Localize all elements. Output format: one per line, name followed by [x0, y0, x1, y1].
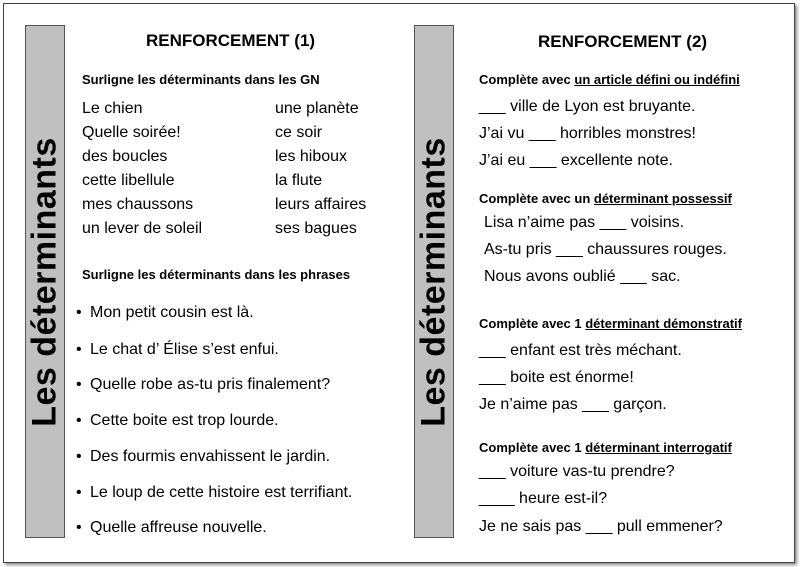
exercise-line: ___ ville de Lyon est bruyante.: [479, 98, 696, 115]
left-band-label: Les déterminants: [25, 136, 64, 427]
exercise-line: ____ heure est-il?: [479, 490, 608, 507]
gn-item: cette libellule: [82, 172, 175, 189]
phrase-item: • Le loup de cette histoire est terrifiant.: [90, 484, 352, 502]
instruction-prefix: Complète avec un: [479, 191, 594, 206]
instruction-prefix: Complète avec 1: [479, 440, 586, 455]
gn-item: ce soir: [275, 124, 323, 141]
worksheet-frame: [3, 3, 795, 563]
instruction-phrases: Surligne les déterminants dans les phrases: [82, 267, 351, 282]
instruction-prefix: Complète avec: [479, 72, 575, 87]
instruction-keyword: déterminant démonstratif: [585, 316, 742, 331]
phrase-item: • Quelle affreuse nouvelle.: [90, 519, 267, 537]
gn-item: les hiboux: [275, 148, 348, 165]
instruction-interrogatif: [479, 440, 732, 455]
exercise-line: J’ai vu ___ horribles monstres!: [479, 125, 696, 142]
right-band-label: Les déterminants: [414, 136, 453, 427]
gn-item: ses bagues: [275, 220, 357, 237]
phrase-item: • Mon petit cousin est là.: [90, 304, 254, 322]
gn-item: des boucles: [82, 148, 168, 165]
instruction-article: [479, 72, 740, 87]
instruction-gn: Surligne les déterminants dans les GN: [82, 72, 320, 87]
exercise-line: ___ voiture vas-tu prendre?: [479, 463, 675, 480]
gn-item: la flute: [275, 172, 323, 189]
gn-item: mes chaussons: [82, 196, 194, 213]
gn-item: un lever de soleil: [82, 220, 203, 237]
exercise-line: Nous avons oublié ___ sac.: [484, 268, 681, 285]
phrase-item: • Quelle robe as-tu pris finalement?: [90, 376, 330, 394]
left-side-band: [25, 25, 65, 538]
gn-item: leurs affaires: [275, 196, 367, 213]
gn-item: Quelle soirée!: [82, 124, 181, 141]
gn-item: Le chien: [82, 100, 143, 117]
exercise-line: ___ boite est énorme!: [479, 369, 634, 386]
instruction-prefix: Complète avec 1: [479, 316, 586, 331]
gn-item: une planète: [275, 100, 359, 117]
exercise-line: Je ne sais pas ___ pull emmener?: [479, 518, 723, 535]
phrase-item: • Des fourmis envahissent le jardin.: [90, 448, 330, 466]
instruction-keyword: déterminant interrogatif: [585, 440, 732, 455]
instruction-demonstratif: [479, 316, 742, 331]
right-title: RENFORCEMENT (2): [538, 32, 708, 51]
exercise-line: J’ai eu ___ excellente note.: [479, 152, 673, 169]
right-side-band: [414, 25, 454, 538]
instruction-keyword: déterminant possessif: [593, 191, 732, 206]
left-title: RENFORCEMENT (1): [146, 31, 316, 50]
exercise-line: Lisa n’aime pas ___ voisins.: [484, 214, 685, 231]
exercise-line: Je n’aime pas ___ garçon.: [479, 396, 667, 413]
exercise-line: ___ enfant est très méchant.: [479, 342, 682, 359]
instruction-possessif: [479, 191, 732, 206]
instruction-keyword: un article défini ou indéfini: [574, 72, 740, 87]
phrase-item: • Le chat d’ Élise s’est enfui.: [90, 341, 279, 359]
exercise-line: As-tu pris ___ chaussures rouges.: [484, 241, 727, 258]
phrase-item: • Cette boite est trop lourde.: [90, 412, 279, 430]
